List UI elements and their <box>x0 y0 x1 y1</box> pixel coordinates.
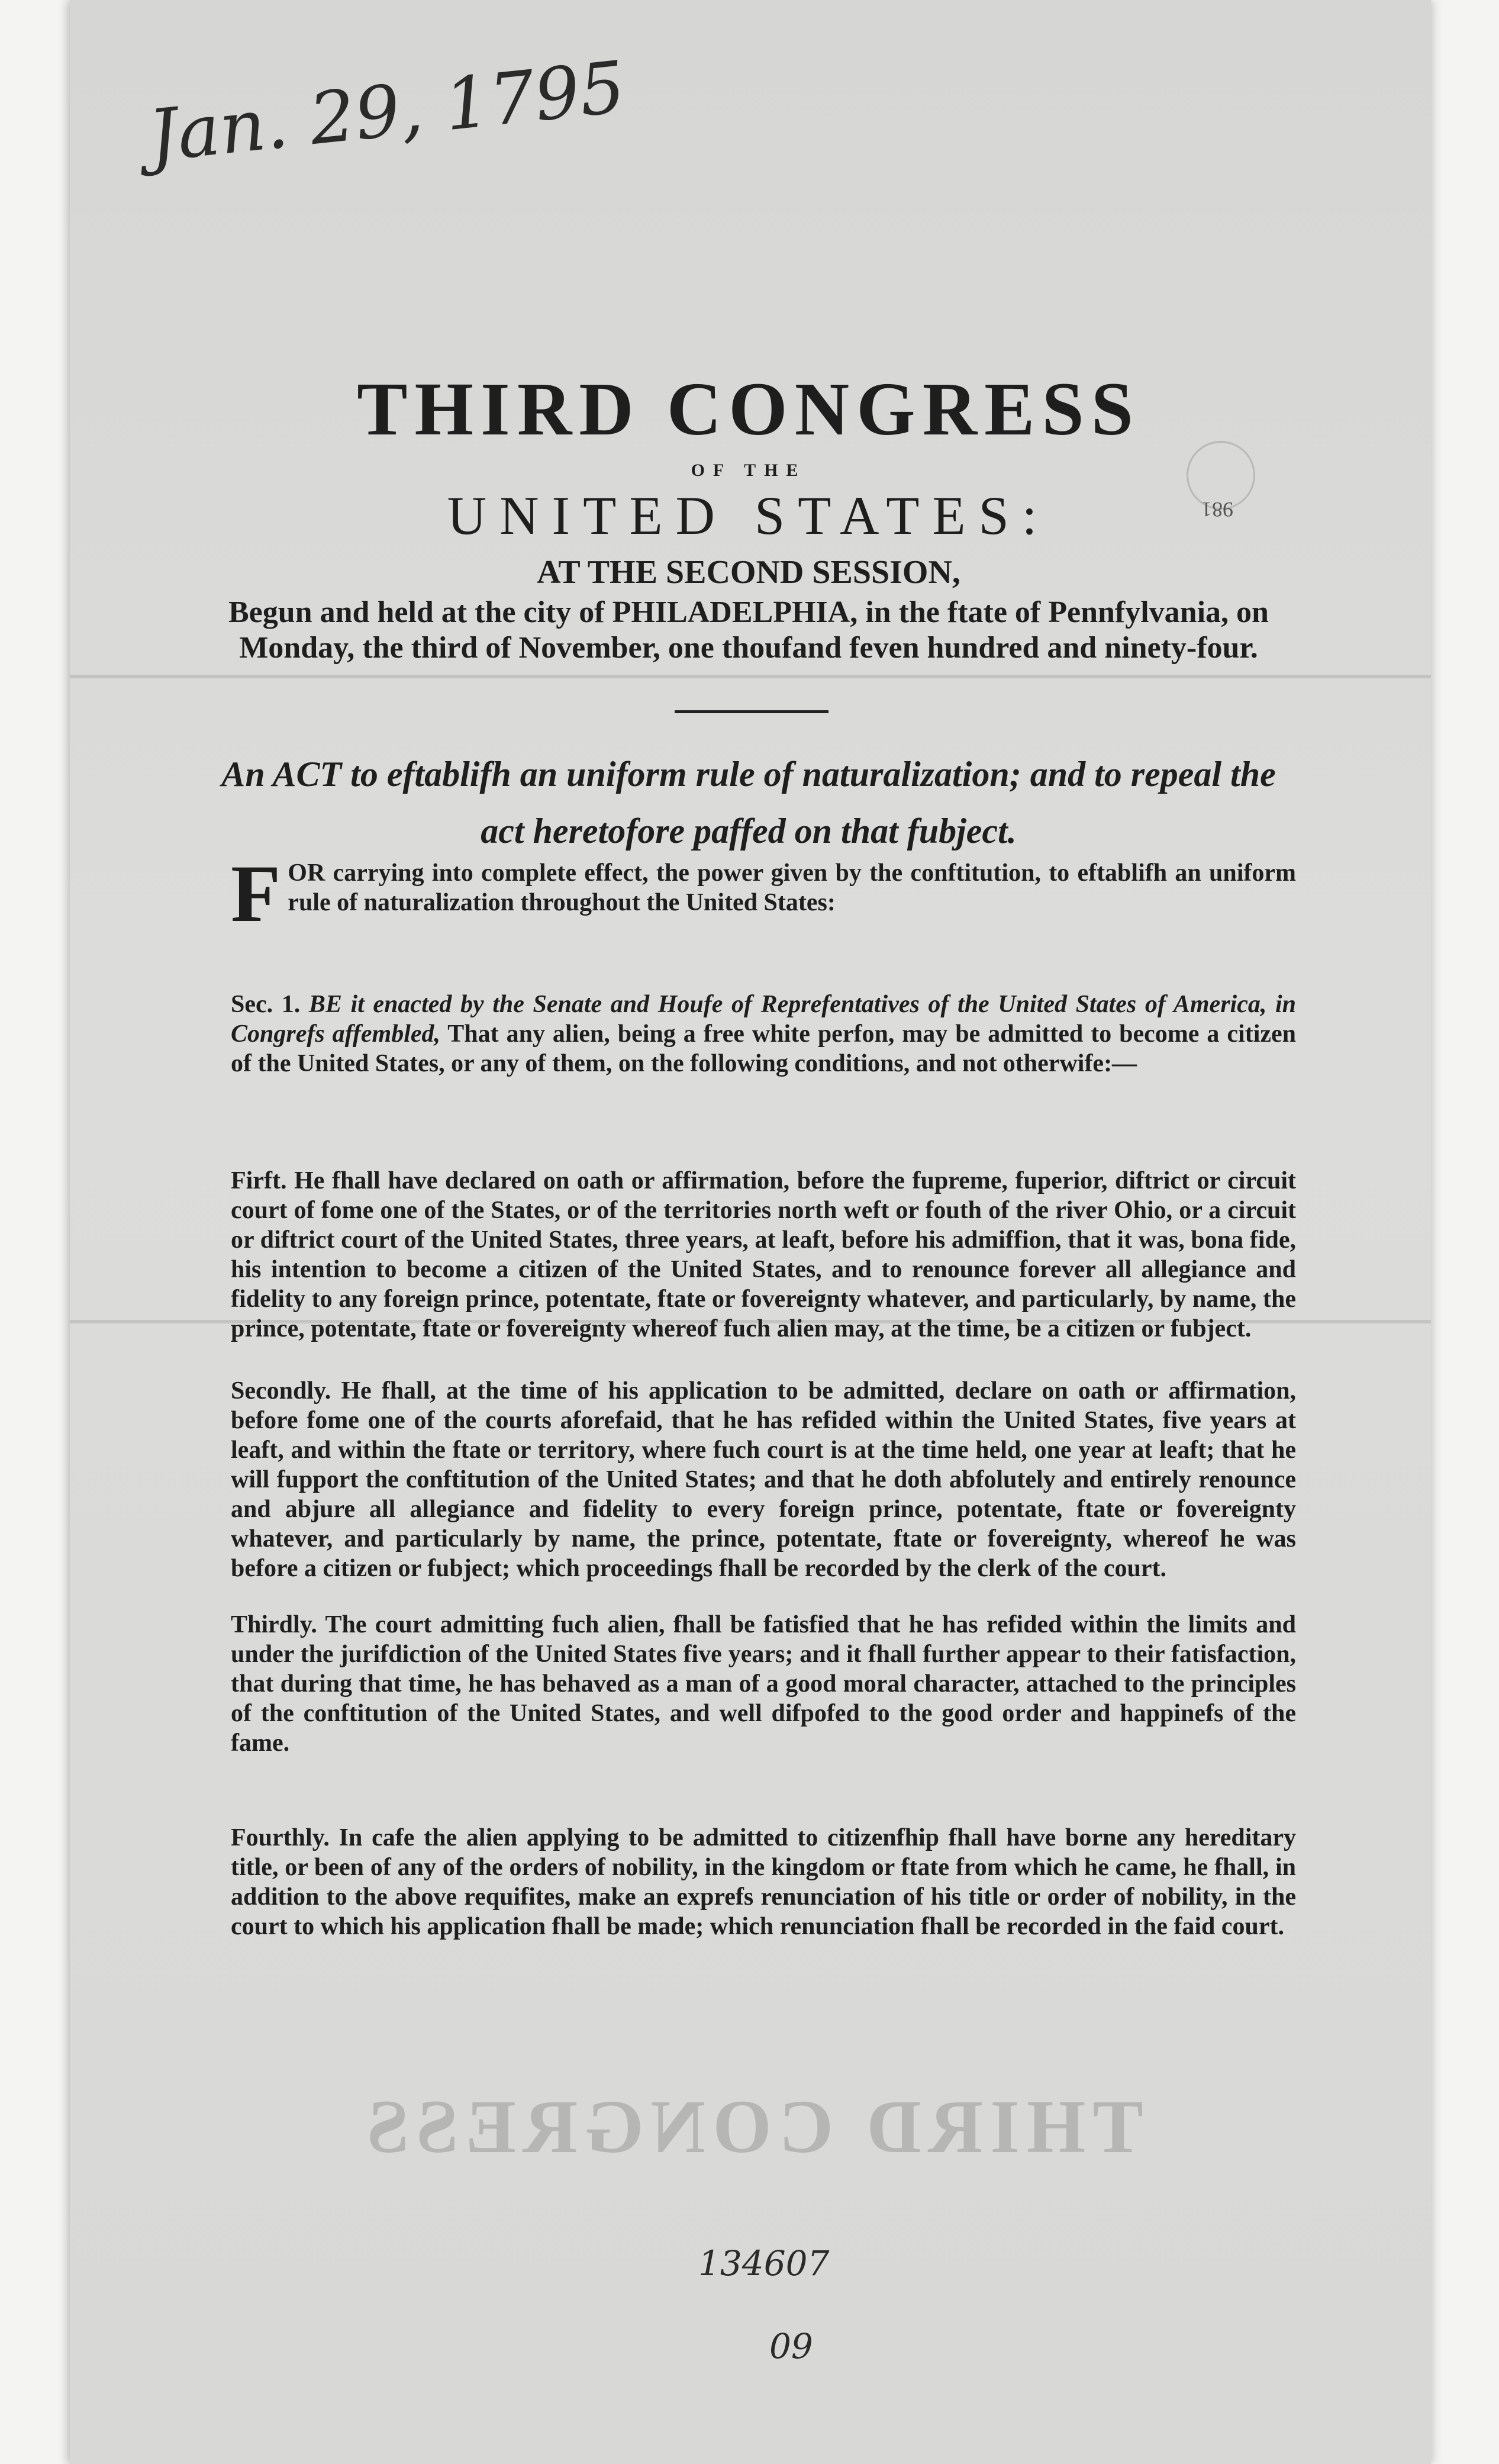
stamp-number: 981 <box>1201 498 1233 521</box>
third-text: The court admitting fuch alien, fhall be fatisfied that he has refided within the limits and under the jurifdiction of the United States five years; and it fhall further appear to their fatisfaction, that during that time, he has behaved as a man of a good moral character, attached to the principles of the conftitution of the United States, and well difpofed to the good order and happinefs of the fame. <box>231 1611 1296 1757</box>
intro-paragraph <box>231 848 1296 939</box>
intro-text: OR carrying into complete effect, the power given by the conftitution, to eftablifh an uniform rule of naturalization throughout the United States: <box>288 859 1296 916</box>
enacting-clause: BE it enacted by the Senate and Houfe of Reprefentatives of the United States of America, in Congrefs affembled, <box>231 991 1296 1048</box>
third-label: Thirdly. <box>231 1611 317 1638</box>
fourth-condition-paragraph <box>231 1823 1296 1941</box>
section-1-paragraph <box>231 990 1296 1078</box>
second-text: He fhall, at the time of his application to be admitted, declare on oath or affirmation, before fome one of the courts aforefaid, that he has refided within the United States, five years at leaft, and within the ftate or territory, where fuch court is at the time held, one year at leaft; that he will fupport the conftitution of the United States; and that he doth abfolutely and entirely renounce and abjure all allegiance and fidelity to every foreign prince, potentate, ftate or fovereignty whatever, and particularly by name, the prince, potentate, ftate or fovereignty, whereof he was before a citizen or fubject; which proceedings fhall be recorded by the clerk of the court. <box>231 1377 1297 1582</box>
fourth-text: In cafe the alien applying to be admitted to citizenfhip fhall have borne any hereditary title, or been of any of the orders of nobility, in the kingdom or ftate from which he came, he fhall, in addition to the above requifites, make an exprefs renunciation of his title or order of nobility, in the court to which his application fhall be made; which renunciation fhall be recorded in the faid court. <box>231 1824 1297 1940</box>
session-line: AT THE SECOND SESSION, <box>537 554 960 591</box>
handwritten-call-number: 134607 <box>698 2243 830 2283</box>
title-of-the: OF THE <box>691 460 807 480</box>
show-through-text: THIRD CONGRESS <box>360 2085 1143 2169</box>
second-label: Secondly. <box>231 1377 331 1405</box>
third-condition-paragraph <box>231 1610 1296 1758</box>
begun-statement: Begun and held at the city of PHILADELPHIA, in the ftate of Pennfylvania, on Monday, the third of November, one thoufand feven hundred and ninety-four. <box>228 595 1269 665</box>
first-label: Firft. <box>231 1167 287 1194</box>
handwritten-date: Jan. 29, 1795 <box>144 46 629 178</box>
drop-cap: F <box>231 848 281 939</box>
document-title: THIRD CONGRESS <box>357 367 1140 451</box>
act-title: An ACT to eftablifh an uniform rule of naturalization; and to repeal the act heretofore paffed on that fubject. <box>221 755 1276 851</box>
fold-line <box>70 675 1431 678</box>
title-united-states: UNITED STATES: <box>447 485 1050 546</box>
section-1-text: That any alien, being a free white perfon, may be admitted to become a citizen of the United States, or any of them, on the following conditions, and not otherwife:— <box>231 1020 1297 1077</box>
second-condition-paragraph <box>231 1376 1296 1583</box>
handwritten-call-suffix: 09 <box>769 2326 813 2366</box>
section-1-label: Sec. 1. <box>231 991 301 1018</box>
title-rule <box>675 710 829 713</box>
fourth-label: Fourthly. <box>231 1824 330 1851</box>
first-text: He fhall have declared on oath or affirmation, before the fupreme, fuperior, diftrict or circuit court of fome one of the States, or of the territories north weft or fouth of the river Ohio, or a circuit or diftrict court of the United States, three years, at leaft, before his admiffion, that it was, bona fide, his intention to become a citizen of the United States, and to renounce forever all allegiance and fidelity to any foreign prince, potentate, ftate or fovereignty whatever, and particularly, by name, the prince, potentate, ftate or fovereignty whereof fuch alien may, at the time, be a citizen or fubject. <box>231 1167 1296 1342</box>
first-condition-paragraph <box>231 1166 1296 1344</box>
